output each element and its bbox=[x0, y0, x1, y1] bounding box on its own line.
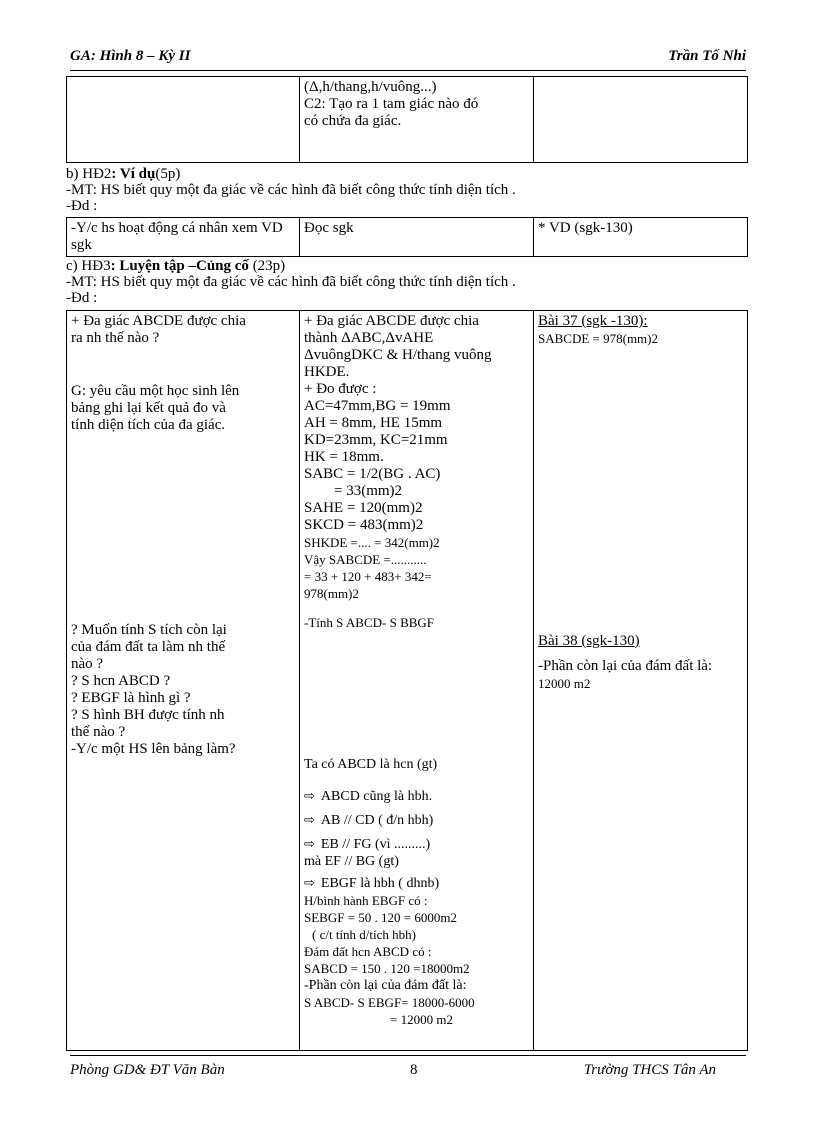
section-c-bold: : Luyện tập –Củng cố bbox=[110, 258, 249, 274]
text-line: EB // FG (vì .........) bbox=[320, 837, 431, 852]
text-line: SAHE = 120(mm)2 bbox=[304, 500, 423, 516]
text-line: Ta có ABCD là hcn (gt) bbox=[304, 757, 438, 772]
text-line: = 33(mm)2 bbox=[334, 483, 403, 499]
header-left: GA: Hình 8 – Kỳ II bbox=[70, 48, 191, 64]
proof-line bbox=[304, 787, 529, 805]
footer-left: Phòng GD& ĐT Văn Bàn bbox=[70, 1062, 225, 1078]
cell-student bbox=[300, 77, 534, 163]
text-line: -Phần còn lại của đám đất là: bbox=[538, 658, 713, 674]
text-line: ? S hình BH được tính nh bbox=[71, 707, 225, 723]
text-line: H/bình hành EBGF có : bbox=[304, 893, 428, 908]
arrow-right-icon: ⇨ bbox=[304, 812, 315, 827]
section-b-bold: : Ví dụ bbox=[111, 166, 156, 182]
proof-line bbox=[304, 874, 529, 892]
text-line: mà EF // BG (gt) bbox=[304, 854, 399, 869]
text-line: bảng ghi lại kết quả đo và bbox=[71, 400, 226, 416]
cell-content: * VD (sgk-130) bbox=[534, 218, 748, 257]
page-footer bbox=[70, 1055, 746, 1080]
page-number: 8 bbox=[410, 1062, 418, 1078]
text-line: -Tính S ABCD- S BBGF bbox=[304, 615, 435, 630]
table-continuation bbox=[66, 76, 748, 163]
text-line: nào ? bbox=[71, 656, 104, 672]
section-c-title bbox=[66, 258, 516, 274]
section-c-dd: -Đd : bbox=[66, 290, 98, 306]
section-b-title bbox=[66, 166, 516, 182]
cell-teacher: -Y/c hs hoạt động cá nhân xem VD sgk bbox=[67, 218, 300, 257]
text-line: EBGF là hbh ( dhnb) bbox=[320, 876, 440, 891]
text-line: + Đa giác ABCDE được chia bbox=[71, 313, 246, 329]
text-line: có chứa đa giác. bbox=[304, 113, 402, 129]
text-line: SABCD = 150 . 120 =18000m2 bbox=[304, 961, 470, 976]
cell-student bbox=[300, 311, 534, 1051]
table-practice bbox=[66, 310, 748, 1051]
text-line: SABC = 1/2(BG . AC) bbox=[304, 466, 441, 482]
text-line: HK = 18mm. bbox=[304, 449, 384, 465]
text-line: ? Muốn tính S tích còn lại bbox=[71, 622, 227, 638]
table-example bbox=[66, 217, 748, 257]
text-line: (Δ,h/thang,h/vuông...) bbox=[304, 79, 437, 95]
text-line: ? EBGF là hình gì ? bbox=[71, 690, 191, 706]
text-line: SKCD = 483(mm)2 bbox=[304, 517, 424, 533]
exercise-37-title: Bài 37 (sgk -130): bbox=[538, 313, 648, 329]
text-line: KD=23mm, KC=21mm bbox=[304, 432, 448, 448]
text-line: ra nh thế nào ? bbox=[71, 330, 160, 346]
header-right: Trần Tố Nhi bbox=[668, 48, 746, 64]
section-c-mt: -MT: HS biết quy một đa giác về các hình đã biết công thức tính diện tích . bbox=[66, 274, 516, 290]
section-c-prefix: c) HĐ3 bbox=[66, 258, 111, 274]
cell-content bbox=[534, 77, 748, 163]
arrow-right-icon: ⇨ bbox=[304, 836, 315, 851]
section-b bbox=[66, 166, 516, 214]
text-line: thành ΔABC,ΔvAHE bbox=[304, 330, 434, 346]
page-header bbox=[70, 46, 746, 71]
cell-teacher bbox=[67, 311, 300, 1051]
text-line: = 33 + 120 + 483+ 342= bbox=[304, 569, 432, 584]
text-line: AB // CD ( đ/n hbh) bbox=[320, 813, 434, 828]
text-line: + Đa giác ABCDE được chia bbox=[304, 313, 479, 329]
exercise-38-title: Bài 38 (sgk-130) bbox=[538, 633, 640, 649]
text-line: -Phần còn lại của đám đất là: bbox=[304, 978, 467, 993]
text-line: AH = 8mm, HE 15mm bbox=[304, 415, 443, 431]
text-line: Đám đất hcn ABCD có : bbox=[304, 944, 432, 959]
section-c-suffix: (23p) bbox=[248, 258, 286, 274]
footer-right: Trường THCS Tân An bbox=[583, 1062, 716, 1078]
text-line: của đám đất ta làm nh thế bbox=[71, 639, 226, 655]
text-line: ( c/t tính d/tích hbh) bbox=[312, 927, 416, 942]
proof-line bbox=[304, 835, 529, 853]
text-line: + Đo được : bbox=[304, 381, 377, 397]
text-line: SHKDE =.... = 342(mm)2 bbox=[304, 535, 440, 550]
section-c bbox=[66, 258, 516, 306]
text-line: C2: Tạo ra 1 tam giác nào đó bbox=[304, 96, 479, 112]
arrow-right-icon: ⇨ bbox=[304, 788, 315, 803]
section-b-suffix: (5p) bbox=[155, 166, 181, 182]
text-line: SEBGF = 50 . 120 = 6000m2 bbox=[304, 910, 457, 925]
arrow-right-icon: ⇨ bbox=[304, 875, 315, 890]
section-b-dd: -Đd : bbox=[66, 198, 98, 214]
section-b-prefix: b) HĐ2 bbox=[66, 166, 112, 182]
text-line: 978(mm)2 bbox=[304, 586, 359, 601]
text-line: 12000 m2 bbox=[538, 676, 591, 691]
proof-line bbox=[304, 811, 529, 829]
cell-student: Đọc sgk bbox=[300, 218, 534, 257]
section-b-mt: -MT: HS biết quy một đa giác về các hình đã biết công thức tính diện tích . bbox=[66, 182, 516, 198]
text-line: ΔvuôngDKC & H/thang vuông bbox=[304, 347, 492, 363]
text-line: SABCDE = 978(mm)2 bbox=[538, 331, 659, 346]
text-line: S ABCD- S EBGF= 18000-6000 bbox=[304, 995, 475, 1010]
cell-content bbox=[534, 311, 748, 1051]
text-line: -Y/c một HS lên bảng làm? bbox=[71, 741, 236, 757]
text-line: tính diện tích của đa giác. bbox=[71, 417, 226, 433]
text-line: Vậy SABCDE =........... bbox=[304, 552, 427, 567]
text-line: AC=47mm,BG = 19mm bbox=[304, 398, 451, 414]
text-line: G: yêu cầu một học sinh lên bbox=[71, 383, 240, 399]
text-line: thế nào ? bbox=[71, 724, 126, 740]
text-line: = 12000 m2 bbox=[390, 1012, 453, 1027]
text-line: ABCD cũng là hbh. bbox=[320, 789, 433, 804]
cell-teacher bbox=[67, 77, 300, 163]
text-line: ? S hcn ABCD ? bbox=[71, 673, 171, 689]
text-line: HKDE. bbox=[304, 364, 350, 380]
